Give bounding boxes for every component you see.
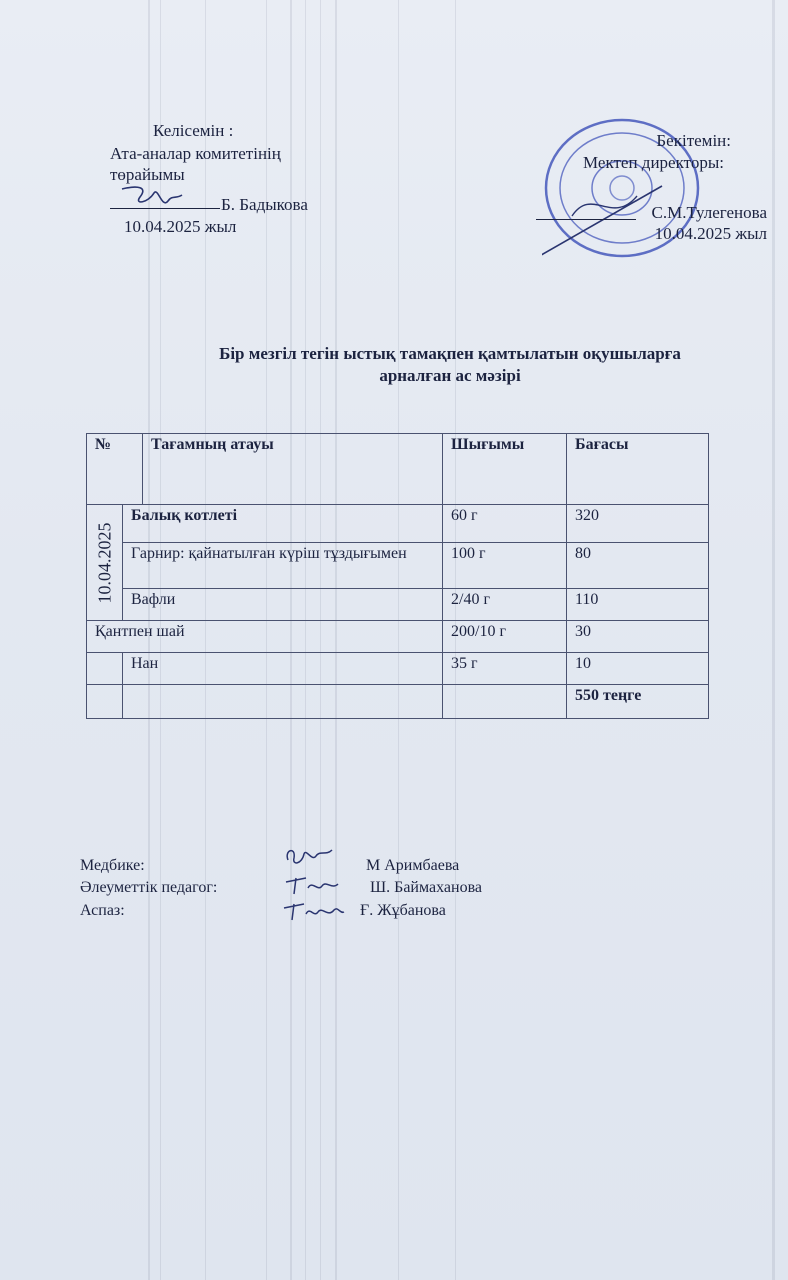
empty-cell [123, 685, 443, 719]
title-line-2: арналған ас мәзірі [379, 366, 521, 385]
row-portion: 35 г [443, 653, 567, 685]
menu-title [150, 343, 750, 387]
row-portion: 100 г [443, 543, 567, 589]
approve-label: Бекітемін: [656, 131, 731, 150]
pedagogue-name: Ш. Баймаханова [370, 879, 483, 896]
row-price: 30 [567, 621, 709, 653]
menu-date: 10.04.2025 [94, 522, 114, 603]
agree-label: Келісемін : [153, 121, 234, 140]
row-name: Қантпен шай [87, 621, 443, 653]
row-portion: 60 г [443, 505, 567, 543]
left-date: 10.04.2025 жыл [124, 217, 237, 236]
right-date: 10.04.2025 жыл [654, 224, 767, 243]
menu-table [86, 433, 709, 719]
cook-name: Ғ. Жұбанова [360, 902, 446, 919]
pedagogue-role: Әлеуметтік педагог: [80, 879, 218, 896]
director-name: С.М.Тулегенова [651, 203, 767, 222]
signature-badykova [118, 183, 188, 213]
empty-cell [443, 685, 567, 719]
total-row [87, 685, 709, 719]
total-price: 550 теңге [567, 685, 709, 719]
header-portion: Шығымы [443, 434, 567, 505]
nurse-role: Медбике: [80, 857, 145, 874]
table-header-row [87, 434, 709, 505]
committee-role: Ата-аналар комитетінің [110, 144, 281, 163]
table-row [87, 505, 709, 543]
empty-cell [87, 653, 123, 685]
row-price: 80 [567, 543, 709, 589]
header-num: № [87, 434, 143, 505]
row-portion: 2/40 г [443, 589, 567, 621]
nurse-name: М Аримбаева [366, 857, 460, 874]
table-row [87, 543, 709, 589]
table-row [87, 621, 709, 653]
signature-line-right [536, 219, 636, 220]
row-portion: 200/10 г [443, 621, 567, 653]
row-name: Вафли [123, 589, 443, 621]
date-cell [87, 505, 123, 621]
staff-signatures [282, 842, 352, 926]
table-row [87, 653, 709, 685]
title-line-1: Бір мезгіл тегін ыстық тамақпен қамтылатын оқушыларға [219, 344, 681, 363]
table-row [87, 589, 709, 621]
row-price: 10 [567, 653, 709, 685]
row-name: Нан [123, 653, 443, 685]
row-name: Балық котлеті [123, 505, 443, 543]
committee-name: Б. Бадыкова [221, 195, 308, 214]
committee-role-2: төрайымы [110, 165, 185, 184]
header-price: Бағасы [567, 434, 709, 505]
row-price: 320 [567, 505, 709, 543]
cook-role: Аспаз: [80, 902, 125, 919]
header-name: Тағамның атауы [143, 434, 443, 505]
director-role: Мектеп директоры: [583, 153, 724, 172]
empty-cell [87, 685, 123, 719]
row-price: 110 [567, 589, 709, 621]
row-name: Гарнир: қайнатылған күріш тұздығымен [123, 543, 443, 589]
